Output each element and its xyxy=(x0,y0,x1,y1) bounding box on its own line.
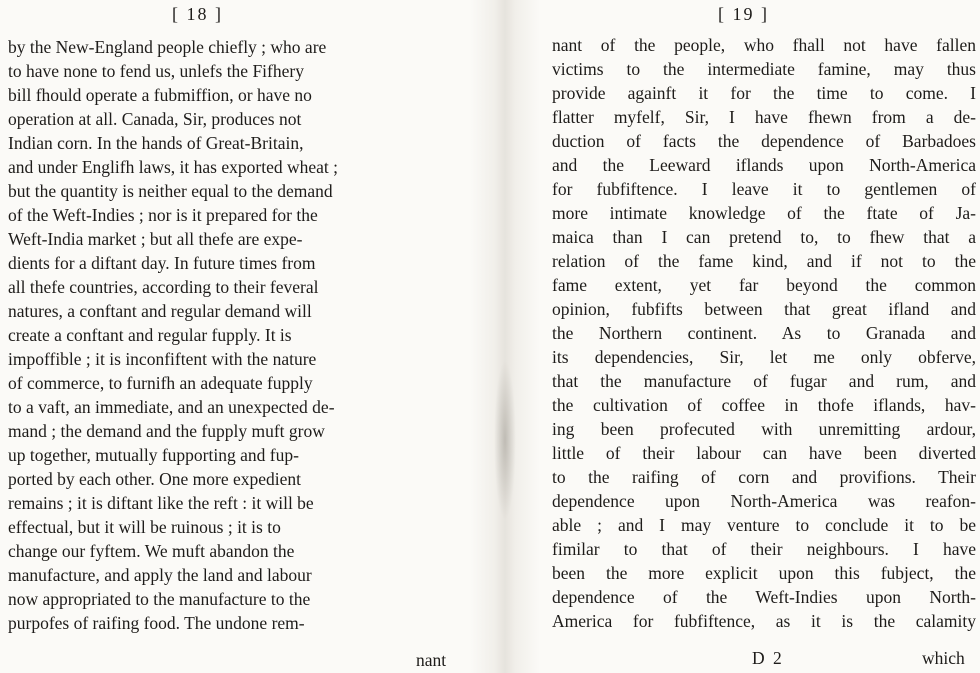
right-page-number: [ 19 ] xyxy=(718,4,769,24)
text-line: nant of the people, who fhall not have fallen xyxy=(552,35,976,55)
text-line: fimilar to that of their neighbours. I have xyxy=(552,539,976,559)
text-line: opinion, fubfifts between that great ifland and xyxy=(552,299,976,319)
right-page xyxy=(540,0,980,673)
text-line: create a conftant and regular fupply. It is xyxy=(8,325,292,345)
text-line: dients for a diftant day. In future times from xyxy=(8,253,316,273)
book-gutter xyxy=(470,0,540,673)
text-line: its dependencies, Sir, let me only obferve, xyxy=(552,347,976,367)
text-line: maica than I can pretend to, to fhew that a xyxy=(552,227,976,247)
text-line: relation of the fame kind, and if not to the xyxy=(552,251,976,271)
text-line: and the Leeward iflands upon North-America xyxy=(552,155,976,175)
gutter-shadow xyxy=(494,360,516,520)
text-line: impoffible ; it is inconfiftent with the nature xyxy=(8,349,317,369)
text-line: change our fyftem. We muft abandon the xyxy=(8,541,295,561)
text-line: to have none to fend us, unlefs the Fifhery xyxy=(8,61,304,81)
text-line: the Northern continent. As to Granada and xyxy=(552,323,976,343)
text-line: to the raifing of corn and provifions. Their xyxy=(552,467,976,487)
text-line: by the New-England people chiefly ; who are xyxy=(8,37,327,57)
text-line: natures, a conftant and regular demand will xyxy=(8,301,312,321)
right-catchword: which xyxy=(922,648,965,668)
text-line: dependence upon North-America was reafon- xyxy=(552,491,976,511)
text-line: been the more explicit upon this fubject, the xyxy=(552,563,976,583)
text-line: purpofes of raifing food. The undone rem- xyxy=(8,613,305,633)
text-line: the cultivation of coffee in thofe iflands, hav- xyxy=(552,395,976,415)
text-line: able ; and I may venture to conclude it to be xyxy=(552,515,976,535)
text-line: ported by each other. One more expedient xyxy=(8,469,302,489)
text-line: of commerce, to furnifh an adequate fupply xyxy=(8,373,313,393)
text-line: little of their labour can have been diverted xyxy=(552,443,976,463)
left-catchword: nant xyxy=(416,650,447,670)
text-line: for fubfiftence. I leave it to gentlemen of xyxy=(552,179,976,199)
text-line: America for fubfiftence, as it is the calamity xyxy=(552,611,976,631)
text-line: now appropriated to the manufacture to the xyxy=(8,589,311,609)
text-line: provide againft it for the time to come. I xyxy=(552,83,976,103)
text-line: but the quantity is neither equal to the demand xyxy=(8,181,333,201)
text-line: effectual, but it will be ruinous ; it is to xyxy=(8,517,281,537)
text-line: duction of facts the dependence of Barbadoes xyxy=(552,131,976,151)
text-line: operation at all. Canada, Sir, produces not xyxy=(8,109,302,129)
text-line: Indian corn. In the hands of Great-Britain, xyxy=(8,133,304,153)
text-line: of the Weft-Indies ; nor is it prepared for the xyxy=(8,205,318,225)
text-line: remains ; it is diftant like the reft : it will be xyxy=(8,493,314,513)
text-line: fame extent, yet far beyond the common xyxy=(552,275,976,295)
left-page xyxy=(0,0,470,673)
text-line: bill fhould operate a fubmiffion, or have no xyxy=(8,85,312,105)
text-line: all thefe countries, according to their feveral xyxy=(8,277,319,297)
text-line: to a vaft, an immediate, and an unexpected de- xyxy=(8,397,335,417)
text-line: Weft-India market ; but all thefe are expe- xyxy=(8,229,303,249)
text-line: victims to the intermediate famine, may thus xyxy=(552,59,976,79)
left-page-number: [ 18 ] xyxy=(172,4,223,24)
text-line: and under Englifh laws, it has exported wheat ; xyxy=(8,157,338,177)
text-line: that the manufacture of fugar and rum, and xyxy=(552,371,976,391)
text-line: manufacture, and apply the land and labour xyxy=(8,565,312,585)
signature-mark: D 2 xyxy=(752,648,784,668)
text-line: flatter myfelf, Sir, I have fhewn from a de- xyxy=(552,107,976,127)
text-line: up together, mutually fupporting and fup- xyxy=(8,445,299,465)
text-line: more intimate knowledge of the ftate of Ja- xyxy=(552,203,976,223)
text-line: mand ; the demand and the fupply muft grow xyxy=(8,421,325,441)
text-line: ing been profecuted with unremitting ardour, xyxy=(552,419,976,439)
text-line: dependence of the Weft-Indies upon North- xyxy=(552,587,976,607)
